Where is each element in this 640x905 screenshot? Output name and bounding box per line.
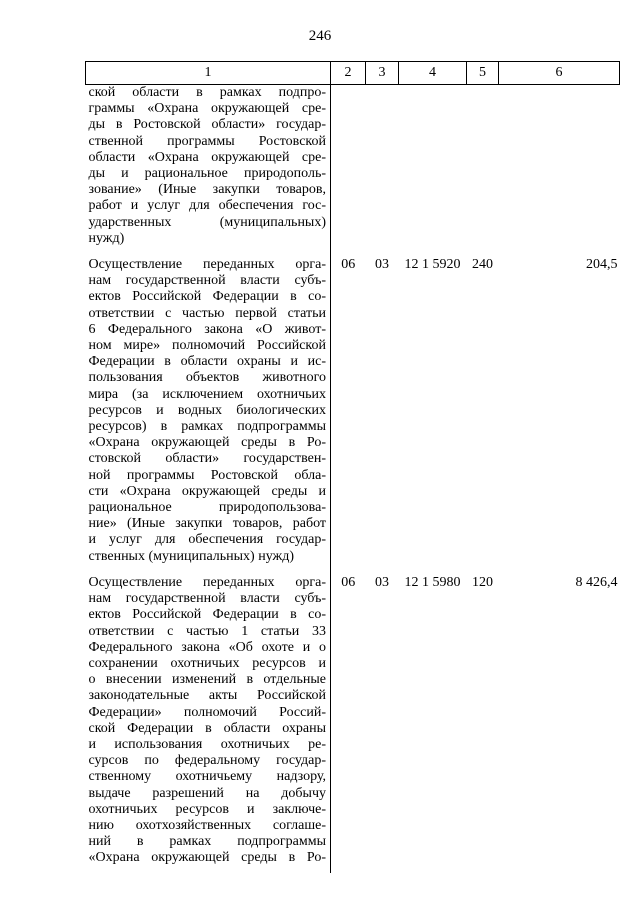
row-description — [86, 85, 331, 254]
description-line: пользования объектов животного — [88, 370, 326, 386]
description-line: законодательные акты Российской — [88, 688, 326, 704]
description-line: ответствии с частью первой статьи — [88, 305, 326, 321]
section-code: 06 — [341, 257, 356, 273]
section-code: 06 — [341, 574, 356, 590]
description-line: сурсов по федеральному государ- — [88, 753, 326, 769]
description-line: ектов Российской Федерации в со- — [88, 289, 326, 305]
description-line: ской Федерации в области охраны — [88, 720, 326, 736]
expense-type-code: 240 — [472, 257, 493, 273]
description-line: 6 Федерального закона «О живот- — [88, 321, 326, 337]
description-line: ресурсов) в рамках подпрограммы — [88, 419, 326, 435]
description-line: «Охрана окружающей среды в Ро- — [88, 435, 326, 451]
subsection-code: 03 — [375, 574, 389, 590]
description-line: зование» (Иные закупки товаров, — [88, 182, 326, 198]
description-line: Федерального закона «Об охоте и о — [88, 639, 326, 655]
table-row — [86, 253, 620, 571]
table-row — [86, 85, 620, 254]
description-line: Осуществление переданных орга- — [88, 257, 326, 273]
description-line: ственных (муниципальных) нужд) — [88, 548, 294, 564]
description-line: охотничьих ресурсов и заключе- — [88, 801, 326, 817]
description-line: Федерации в области охраны и ис- — [88, 354, 326, 370]
description-line: ответствии с частью 1 статьи 33 — [88, 623, 326, 639]
description-line: и использования охотничьих ре- — [88, 736, 326, 752]
subsection-code — [366, 85, 399, 254]
description-line: ственной программы Ростовской — [88, 133, 326, 149]
table-header-row — [86, 62, 620, 85]
description-line: «Охрана окружающей среды в Ро- — [88, 850, 326, 866]
description-line: сохранении охотничьих ресурсов и — [88, 655, 326, 671]
table-row — [86, 571, 620, 873]
description-line: нам государственной власти субъ- — [88, 273, 326, 289]
description-line: ственному охотничьему надзору, — [88, 769, 326, 785]
description-line: ектов Российской Федерации в со- — [88, 607, 326, 623]
target-article-code — [399, 85, 467, 254]
column-header-1: 1 — [86, 62, 331, 85]
budget-table — [85, 61, 620, 873]
description-line: граммы «Охрана окружающей сре- — [88, 101, 326, 117]
expense-type-code — [467, 85, 499, 254]
column-header-6: 6 — [499, 62, 620, 85]
description-line: выдаче разрешений на добычу — [88, 785, 326, 801]
description-line: стовской области» государствен- — [88, 451, 326, 467]
amount-value: 204,5 — [586, 257, 618, 273]
description-line: ды в Ростовской области» государ- — [88, 117, 326, 133]
row-description — [86, 253, 331, 571]
amount-value — [499, 85, 620, 254]
description-line: ний в рамках подпрограммы — [88, 834, 326, 850]
description-line: нужд) — [88, 230, 125, 246]
description-line: ном мире» полномочий Российской — [88, 338, 326, 354]
row-description — [86, 571, 331, 873]
description-line: сти «Охрана окружающей среды и — [88, 483, 326, 499]
description-line: ударственных (муниципальных) — [88, 214, 326, 230]
description-line: рациональное природопользова- — [88, 500, 326, 516]
description-line: ной программы Ростовской обла- — [88, 467, 326, 483]
description-line: Федерации» полномочий Россий- — [88, 704, 326, 720]
subsection-code: 03 — [375, 257, 389, 273]
column-header-3: 3 — [366, 62, 399, 85]
page-number: 246 — [308, 28, 332, 44]
amount-value: 8 426,4 — [575, 574, 618, 590]
expense-type-code: 120 — [472, 574, 493, 590]
target-article-code: 12 1 5980 — [404, 574, 461, 590]
description-line: области «Охрана окружающей сре- — [88, 149, 326, 165]
description-line: мира (за исключением охотничьих — [88, 386, 326, 402]
section-code — [331, 85, 366, 254]
target-article-code: 12 1 5920 — [404, 257, 461, 273]
description-line: нам государственной власти субъ- — [88, 591, 326, 607]
description-line: нию охотхозяйственных соглаше- — [88, 817, 326, 833]
column-header-5: 5 — [467, 62, 499, 85]
description-line: о внесении изменений в отдельные — [88, 672, 326, 688]
description-line: работ и услуг для обеспечения гос- — [88, 198, 326, 214]
description-line: ние» (Иные закупки товаров, работ — [88, 516, 326, 532]
column-header-4: 4 — [399, 62, 467, 85]
description-line: ресурсов и водных биологических — [88, 402, 326, 418]
description-line: и услуг для обеспечения государ- — [88, 532, 326, 548]
description-line: ской области в рамках подпро- — [88, 85, 326, 100]
description-line: Осуществление переданных орга- — [88, 574, 326, 590]
column-header-2: 2 — [331, 62, 366, 85]
description-line: ды и рациональное природополь- — [88, 166, 326, 182]
